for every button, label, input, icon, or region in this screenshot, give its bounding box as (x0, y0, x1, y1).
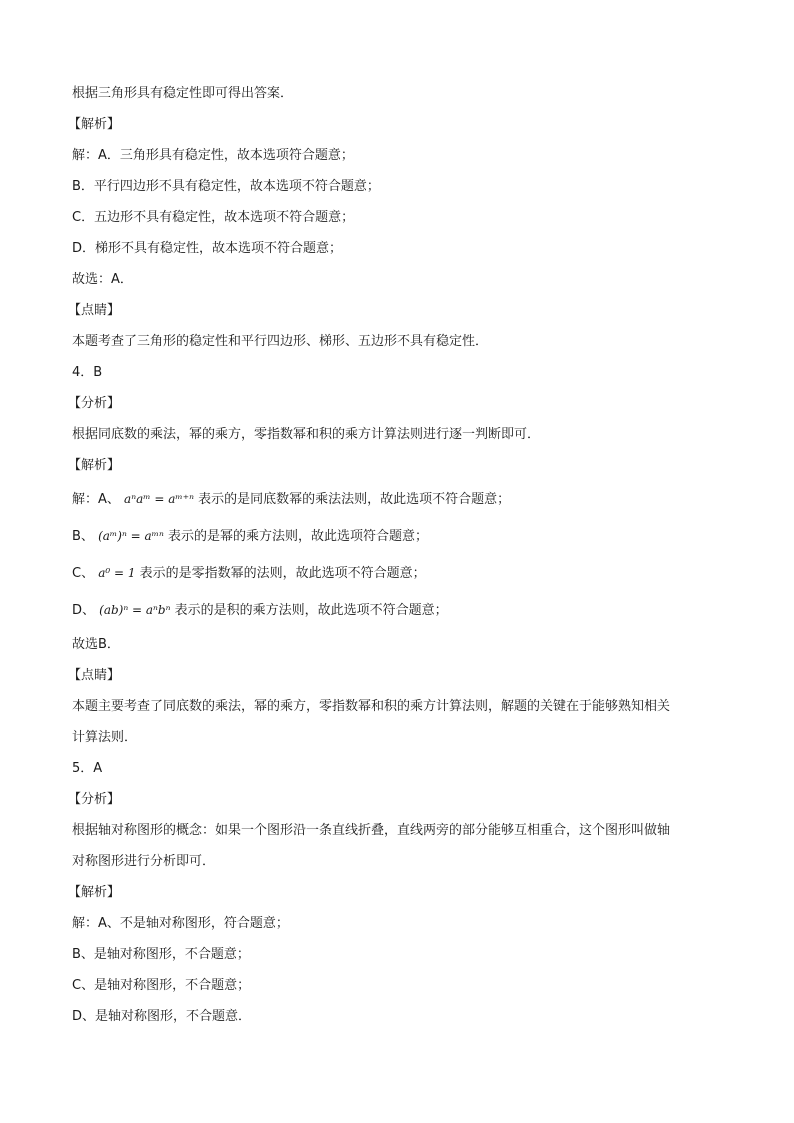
formula-math: (ab)ⁿ = aⁿbⁿ (99, 603, 171, 617)
question-number-answer: 4．B (72, 365, 103, 380)
solution-line: 解：A．三角形具有稳定性，故本选项符合题意； (72, 148, 354, 163)
formula-math: aⁿaᵐ = aᵐ⁺ⁿ (124, 492, 194, 506)
comment-text: 本题主要考查了同底数的乘法，幂的乘方，零指数幂和积的乘方计算法则，解题的关键在于能够熟知相关 (72, 699, 671, 714)
formula-prefix: 解：A、 (72, 492, 120, 507)
formula-line-a (72, 481, 732, 517)
section-heading-analysis: 【分析】 (68, 792, 121, 807)
section-heading-solution: 【解析】 (68, 458, 121, 473)
answer-line: 故选B． (72, 637, 120, 652)
solution-line: D．梯形不具有稳定性，故本选项不符合题意； (72, 241, 343, 256)
solution-line: B．平行四边形不具有稳定性，故本选项不符合题意； (72, 179, 380, 194)
section-heading-comment: 【点睛】 (68, 668, 121, 683)
analysis-text: 根据轴对称图形的概念：如果一个图形沿一条直线折叠，直线两旁的部分能够互相重合，这个图形叫做轴 (72, 823, 671, 838)
solution-line: D、是轴对称图形，不合题意． (72, 1009, 252, 1024)
document-page (68, 78, 732, 1032)
formula-line-b (72, 517, 732, 555)
formula-text: 表示的是同底数幂的乘法法则，故此选项不符合题意； (198, 492, 511, 507)
formula-text: 表示的是幂的乘方法则，故此选项符合题意； (168, 529, 429, 544)
analysis-text: 根据三角形具有稳定性即可得出答案． (72, 86, 294, 101)
formula-line-c (72, 555, 732, 591)
comment-text: 本题考查了三角形的稳定性和平行四边形、梯形、五边形不具有稳定性． (72, 334, 489, 349)
formula-prefix: D、 (72, 603, 96, 618)
formula-prefix: C、 (72, 566, 95, 581)
solution-line: 解：A、不是轴对称图形，符合题意； (72, 916, 289, 931)
formula-line-d (72, 591, 732, 629)
formula-text: 表示的是积的乘方法则，故此选项不符合题意； (174, 603, 448, 618)
solution-line: B、是轴对称图形，不合题意； (72, 947, 250, 962)
analysis-text: 根据同底数的乘法，幂的乘方，零指数幂和积的乘方计算法则进行逐一判断即可． (72, 427, 541, 442)
section-heading-comment: 【点睛】 (68, 303, 121, 318)
question-number-answer: 5．A (72, 761, 103, 776)
answer-line: 故选：A． (72, 272, 133, 287)
comment-text: 计算法则． (72, 730, 138, 745)
solution-line: C．五边形不具有稳定性，故本选项不符合题意； (72, 210, 355, 225)
section-heading-analysis: 【分析】 (68, 396, 121, 411)
formula-prefix: B、 (72, 529, 94, 544)
section-heading-solution: 【解析】 (68, 885, 121, 900)
formula-math: (aᵐ)ⁿ = aᵐⁿ (98, 529, 164, 543)
formula-text: 表示的是零指数幂的法则，故此选项不符合题意； (139, 566, 426, 581)
analysis-text: 对称图形进行分析即可． (72, 854, 216, 869)
section-heading-solution: 【解析】 (68, 117, 121, 132)
formula-math: a⁰ = 1 (98, 566, 136, 580)
solution-line: C、是轴对称图形，不合题意； (72, 978, 251, 993)
